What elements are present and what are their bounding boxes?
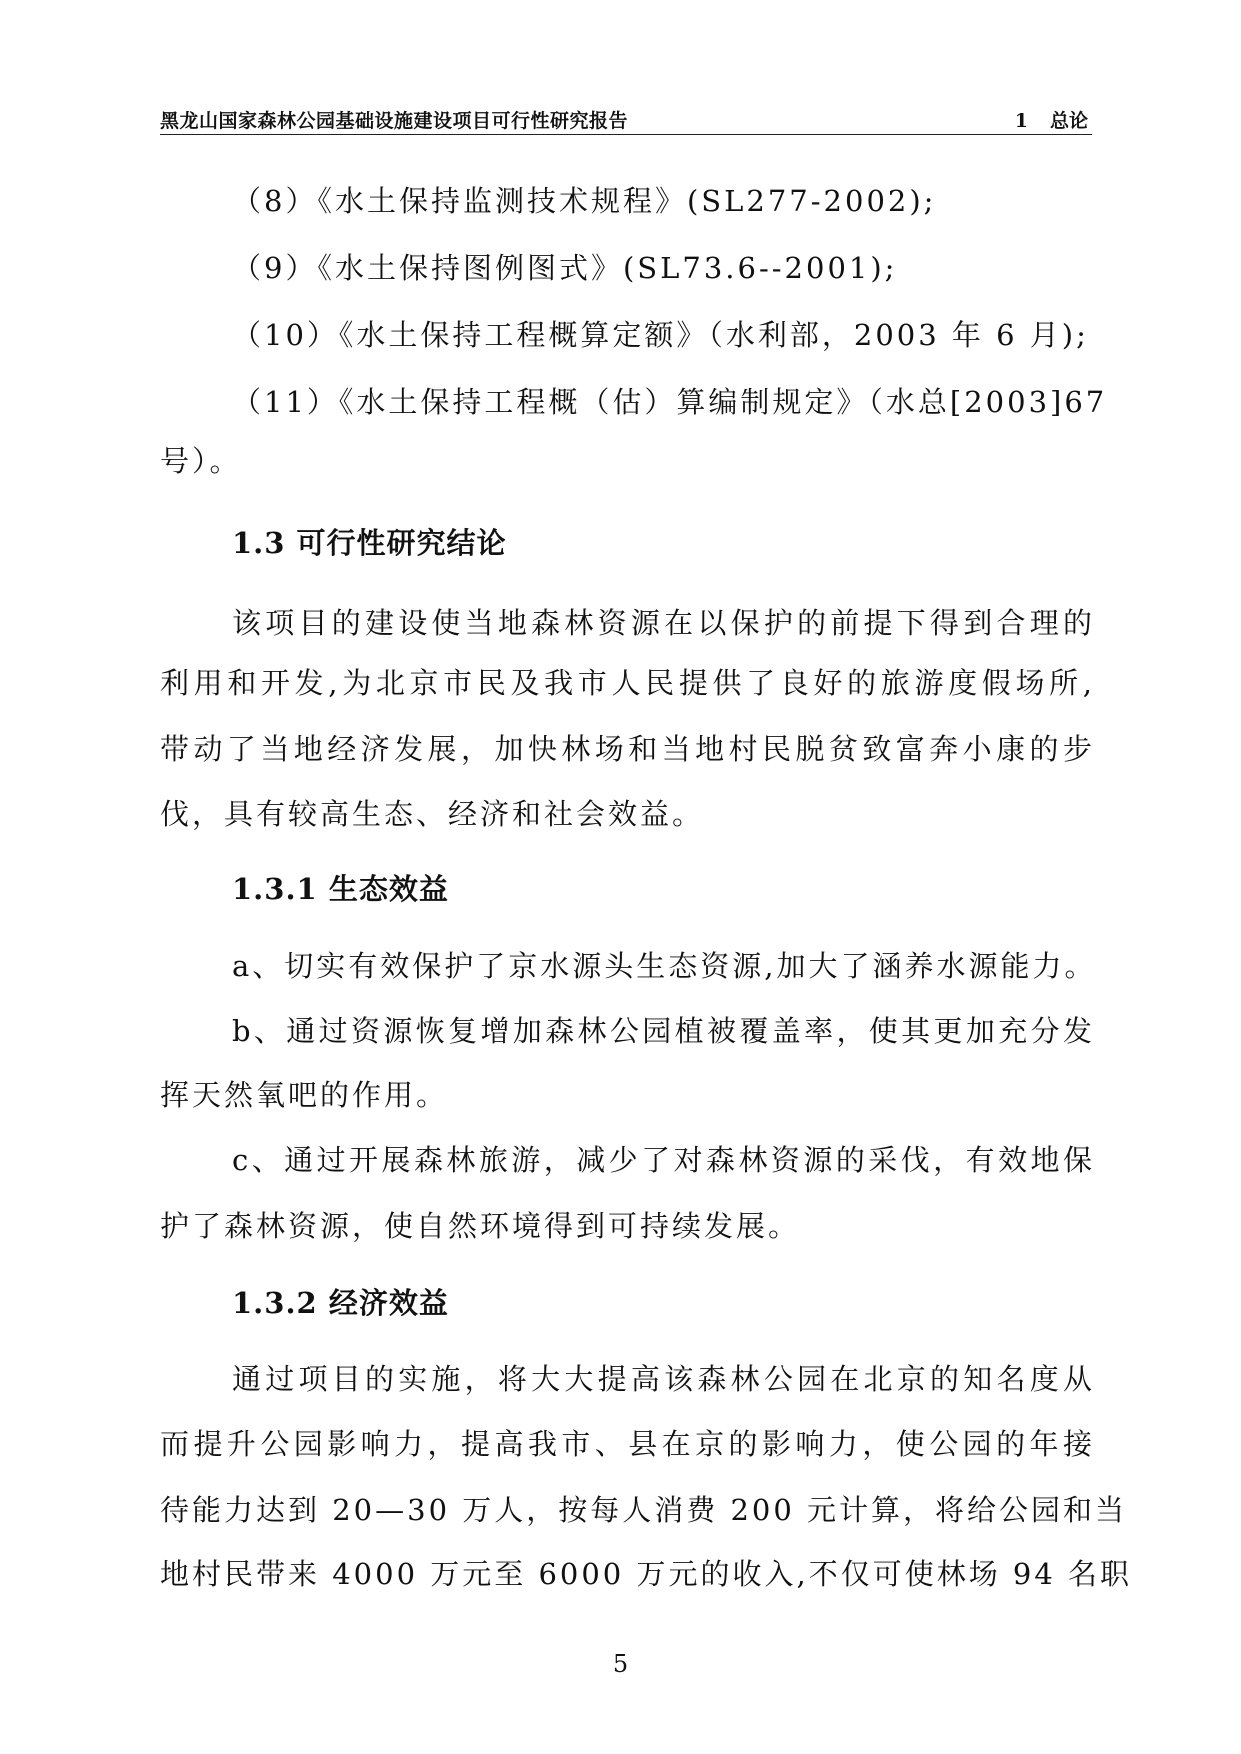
header-chapter-number: 1 <box>1014 110 1028 132</box>
paragraph-line: 伐，具有较高生态、经济和社会效益。 <box>160 797 705 831</box>
reference-item-8: （8）《水土保持监测技术规程》(SL277-2002); <box>232 184 937 218</box>
reference-item-11-line-1: （11）《水土保持工程概（估）算编制规定》（水总[2003]67 <box>232 385 1108 419</box>
reference-item-10: （10）《水土保持工程概算定额》（水利部，2003 年 6 月); <box>232 318 1089 352</box>
header-chapter <box>1015 106 1088 133</box>
header-title: 黑龙山国家森林公园基础设施建设项目可行性研究报告 <box>160 110 629 132</box>
paragraph-line: 挥天然氧吧的作用。 <box>160 1078 449 1112</box>
reference-item-9: （9）《水土保持图例图式》(SL73.6--2001); <box>232 251 898 285</box>
header-chapter-title: 总论 <box>1049 110 1088 132</box>
section-heading-1-3-2: 1.3.2 经济效益 <box>232 1286 449 1320</box>
paragraph-line: 通过项目的实施，将大大提高该森林公园在北京的知名度从 <box>232 1362 1095 1396</box>
paragraph-line: 而提升公园影响力，提高我市、县在京的影响力，使公园的年接 <box>160 1427 1095 1461</box>
paragraph-line: 带动了当地经济发展，加快林场和当地村民脱贫致富奔小康的步 <box>160 732 1095 766</box>
page-number: 5 <box>612 1650 629 1678</box>
paragraph-line: a、切实有效保护了京水源头生态资源,加大了涵养水源能力。 <box>232 949 1097 983</box>
page-header <box>160 104 1092 135</box>
paragraph-line: 待能力达到 20—30 万人，按每人消费 200 元计算，将给公园和当 <box>160 1493 1128 1527</box>
section-heading-1-3: 1.3 可行性研究结论 <box>232 526 507 560</box>
paragraph-line: 利用和开发,为北京市民及我市人民提供了良好的旅游度假场所, <box>160 666 1095 700</box>
reference-item-11-line-2: 号）。 <box>160 444 242 478</box>
paragraph-line: 护了森林资源，使自然环境得到可持续发展。 <box>160 1209 801 1243</box>
paragraph-line: c、通过开展森林旅游，减少了对森林资源的采伐，有效地保 <box>232 1143 1095 1177</box>
paragraph-line: b、通过资源恢复增加森林公园植被覆盖率，使其更加充分发 <box>232 1014 1095 1048</box>
paragraph-line: 该项目的建设使当地森林资源在以保护的前提下得到合理的 <box>232 606 1095 640</box>
paragraph-line: 地村民带来 4000 万元至 6000 万元的收入,不仅可使林场 94 名职 <box>160 1557 1133 1591</box>
section-heading-1-3-1: 1.3.1 生态效益 <box>232 872 449 906</box>
